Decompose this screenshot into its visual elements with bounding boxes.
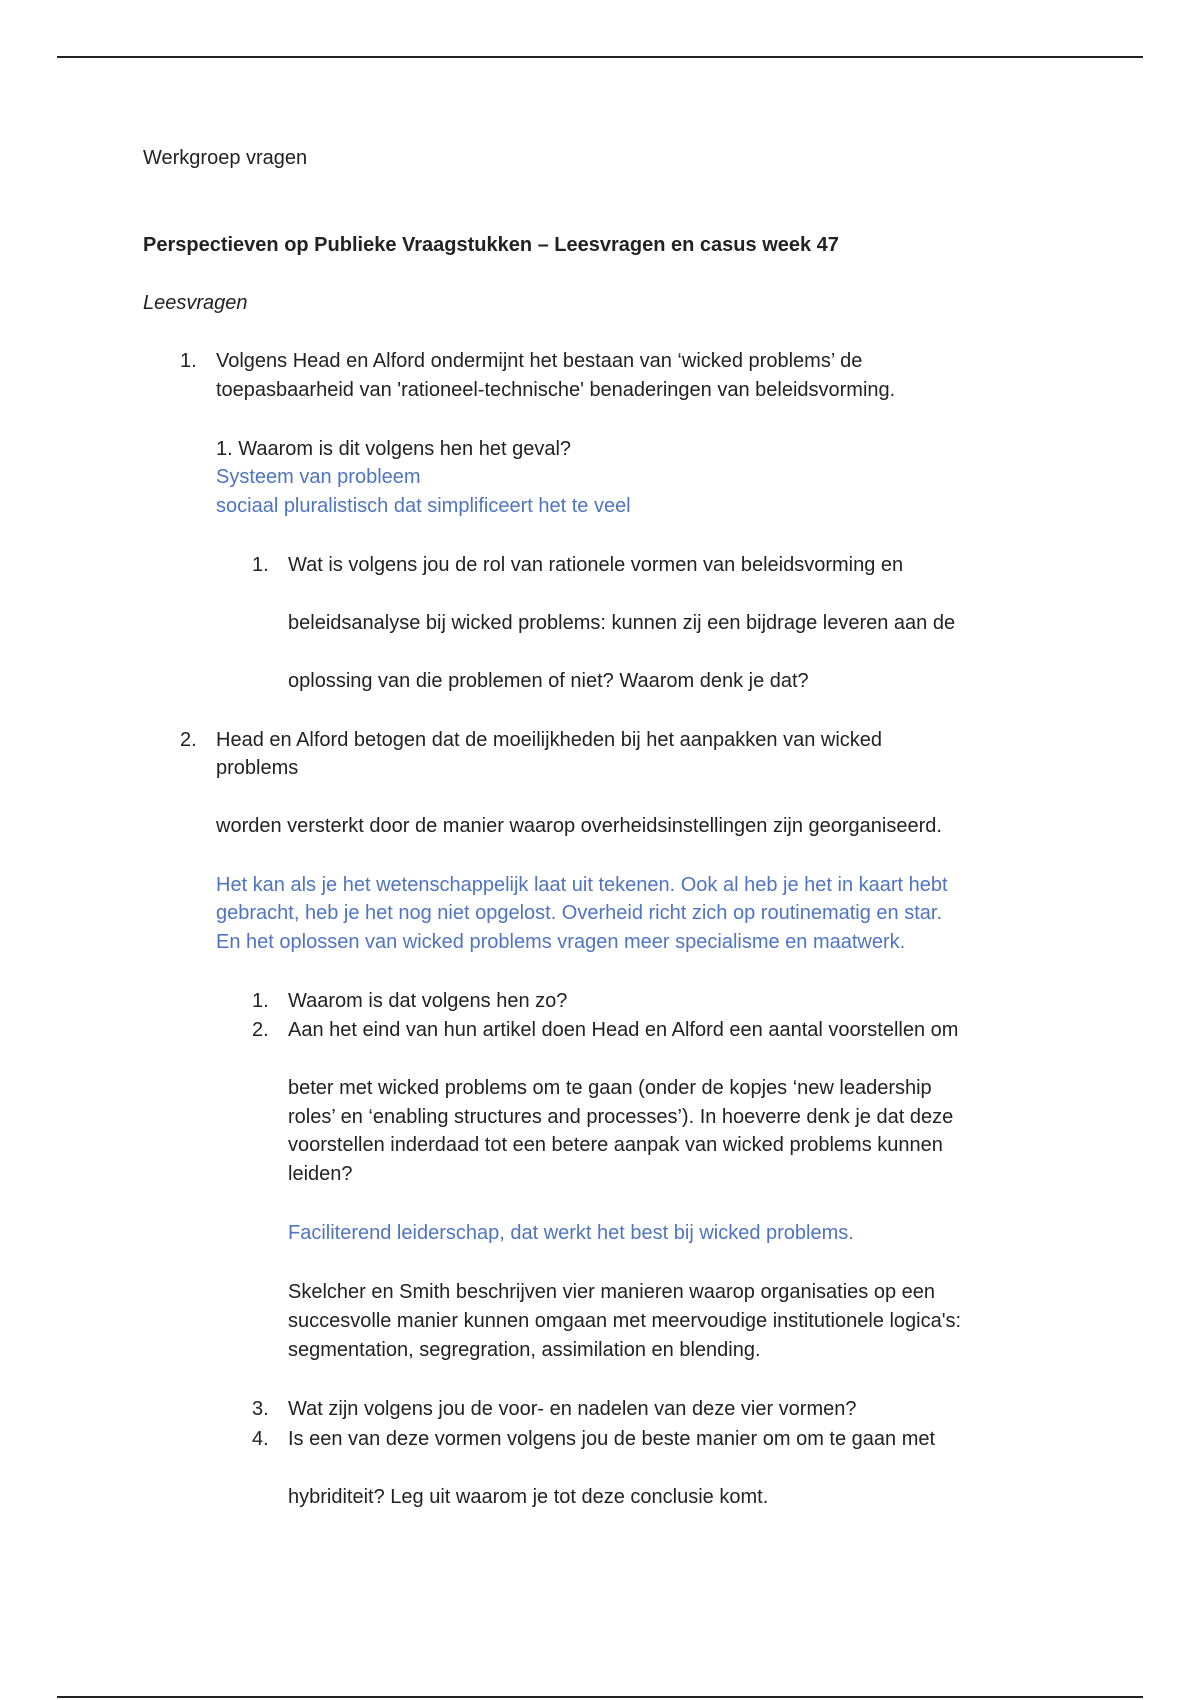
- q1-sub2-line-2: beleidsanalyse bij wicked problems: kunnen zij een bijdrage leveren aan de: [288, 612, 956, 634]
- q2-s2-line-5: leiden?: [288, 1163, 353, 1185]
- q2-line-2: problems: [216, 757, 299, 779]
- q1-sub2-line-1: Wat is volgens jou de rol van rationele vormen van beleidsvorming en: [288, 554, 904, 576]
- q2-paragraph-line-1: Skelcher en Smith beschrijven vier manieren waarop organisaties op een: [288, 1281, 936, 1303]
- q2-answer-3: En het oplossen van wicked problems vragen meer specialisme en maatwerk.: [216, 931, 906, 953]
- q1-line-1: Volgens Head en Alford ondermijnt het bestaan van ‘wicked problems’ de: [216, 350, 863, 372]
- q2-s3-text: Wat zijn volgens jou de voor- en nadelen van deze vier vormen?: [288, 1398, 857, 1420]
- q1-sub-question: 1. Waarom is dit volgens hen het geval?: [216, 438, 572, 460]
- q2-line-1: Head en Alford betogen dat de moeilijkheden bij het aanpakken van wicked: [216, 729, 883, 751]
- q2-line-3: worden versterkt door de manier waarop overheidsinstellingen zijn georganiseerd.: [216, 815, 942, 837]
- q2-s4-number: 4.: [252, 1428, 269, 1450]
- q2-s1-text: Waarom is dat volgens hen zo?: [288, 990, 568, 1012]
- q2-s2-line-4: voorstellen inderdaad tot een betere aanpak van wicked problems kunnen: [288, 1134, 943, 1156]
- q2-paragraph-line-2: succesvolle manier kunnen omgaan met meervoudige institutionele logica's:: [288, 1310, 962, 1332]
- q2-s1-number: 1.: [252, 990, 269, 1012]
- q1-line-2: toepasbaarheid van 'rationeel-technische' benaderingen van beleidsvorming.: [216, 379, 896, 401]
- document-title: Perspectieven op Publieke Vraagstukken – Leesvragen en casus week 47: [143, 234, 839, 256]
- q1-sub2-number: 1.: [252, 554, 269, 576]
- q2-s2-line-2: beter met wicked problems om te gaan (onder de kopjes ‘new leadership: [288, 1077, 932, 1099]
- q1-sub2-line-3: oplossing van die problemen of niet? Waarom denk je dat?: [288, 670, 809, 692]
- section-heading: Leesvragen: [143, 292, 248, 314]
- q2-s3-number: 3.: [252, 1398, 269, 1420]
- q1-number: 1.: [180, 350, 197, 372]
- q2-number: 2.: [180, 729, 197, 751]
- q2-answer-2: gebracht, heb je het nog niet opgelost. Overheid richt zich op routinematig en star.: [216, 902, 942, 924]
- q2-paragraph-line-3: segmentation, segregration, assimilation en blending.: [288, 1339, 761, 1361]
- top-rule: [57, 56, 1143, 58]
- q2-answer-1: Het kan als je het wetenschappelijk laat uit tekenen. Ook al heb je het in kaart hebt: [216, 874, 948, 896]
- q2-s2-answer: Faciliterend leiderschap, dat werkt het best bij wicked problems.: [288, 1222, 854, 1244]
- q2-s2-line-3: roles’ en ‘enabling structures and processes’). In hoeverre denk je dat deze: [288, 1106, 954, 1128]
- header-text: Werkgroep vragen: [143, 147, 308, 169]
- bottom-rule: [57, 1696, 1143, 1698]
- q2-s4-line-2: hybriditeit? Leg uit waarom je tot deze conclusie komt.: [288, 1486, 769, 1508]
- q2-s2-number: 2.: [252, 1019, 269, 1041]
- q2-s4-line-1: Is een van deze vormen volgens jou de beste manier om om te gaan met: [288, 1428, 936, 1450]
- q1-answer-1: Systeem van probleem: [216, 466, 421, 488]
- q2-s2-line-1: Aan het eind van hun artikel doen Head en Alford een aantal voorstellen om: [288, 1019, 959, 1041]
- q1-answer-2: sociaal pluralistisch dat simplificeert het te veel: [216, 495, 631, 517]
